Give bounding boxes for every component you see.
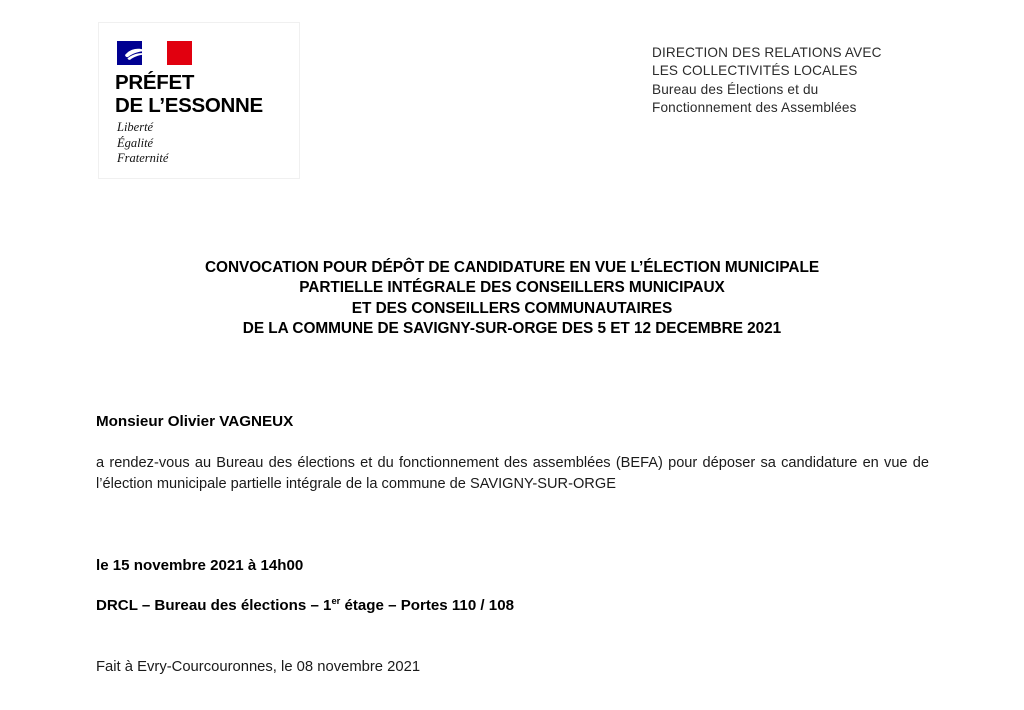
french-flag-marianne-icon xyxy=(117,41,192,65)
addressee-name: Monsieur Olivier VAGNEUX xyxy=(96,413,294,430)
ordinal-suffix: er xyxy=(331,595,341,606)
document-title-line-1: CONVOCATION POUR DÉPÔT DE CANDIDATURE EN VUE L’ÉLECTION MUNICIPALE xyxy=(204,259,820,276)
appointment-location-suffix: étage – Portes 110 / 108 xyxy=(340,597,514,614)
motto-fraternite: Fraternité xyxy=(117,151,169,165)
issuing-department-header xyxy=(652,44,882,118)
motto-liberte: Liberté xyxy=(117,120,154,134)
prefecture-title-line2: DE L’ESSONNE xyxy=(115,94,263,117)
direction-line-4: Fonctionnement des Assemblées xyxy=(652,100,857,116)
document-title-line-3: ET DES CONSEILLERS COMMUNAUTAIRES xyxy=(351,299,673,317)
direction-line-2: LES COLLECTIVITÉS LOCALES xyxy=(652,63,858,79)
document-title-line-4: DE LA COMMUNE DE SAVIGNY-SUR-ORGE DES 5 ET 12 DECEMBRE 2021 xyxy=(242,320,782,338)
document-title-line-2: PARTIELLE INTÉGRALE DES CONSEILLERS MUNICIPAUX xyxy=(299,279,725,297)
prefecture-letterhead-logo xyxy=(98,22,300,179)
motto-egalite: Égalité xyxy=(117,135,154,150)
direction-line-1: DIRECTION DES RELATIONS AVEC xyxy=(652,45,882,60)
prefecture-title xyxy=(115,71,263,117)
republic-motto xyxy=(117,120,168,167)
place-and-date-signoff: Fait à Evry-Courcouronnes, le 08 novembre 2021 xyxy=(96,659,421,675)
appointment-location xyxy=(96,596,514,616)
appointment-datetime: le 15 novembre 2021 à 14h00 xyxy=(96,557,304,574)
convocation-paragraph: a rendez-vous au Bureau des élections et du fonctionnement des assemblées (BEFA) pour déposer sa candidature en vue de l’élection municipale partielle intégrale de la commune de SAVIGNY-SUR-ORGE xyxy=(96,455,929,493)
appointment-location-prefix: DRCL – Bureau des élections – 1 xyxy=(96,597,332,614)
document-title xyxy=(96,258,928,340)
direction-line-3: Bureau des Élections et du xyxy=(652,81,819,97)
prefecture-title-line1: PRÉFET xyxy=(115,71,195,94)
